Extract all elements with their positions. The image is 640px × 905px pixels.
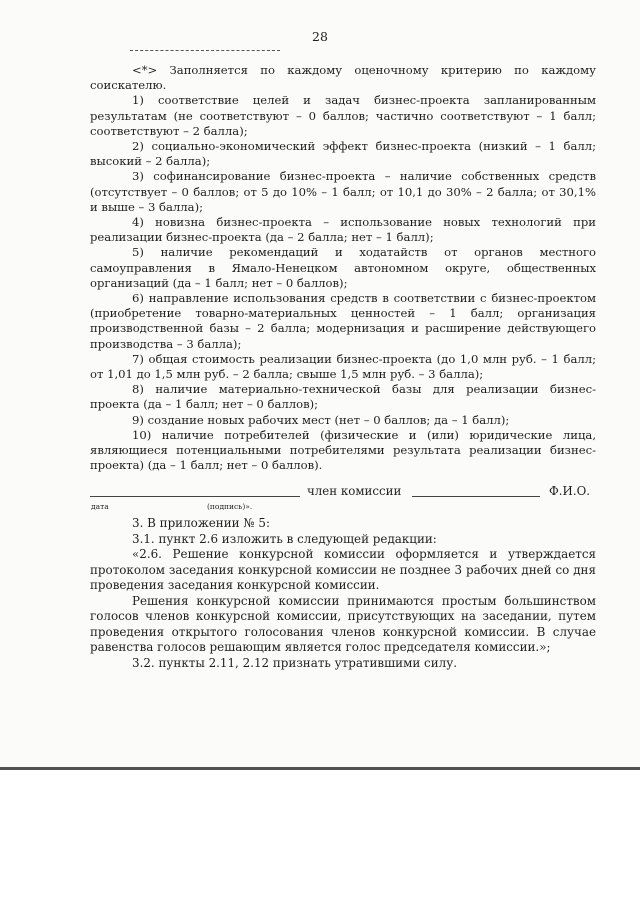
criterion-3: 3) софинансирование бизнес-проекта – наличие собственных средств (отсутствует – 0 баллов; от 5 до 10% – 1 балл; от 10,1 до 30% – 2 балла; от 30,1% и выше – 3 балла); bbox=[90, 169, 596, 214]
criterion-6: 6) направление использования средств в соответствии с бизнес-проектом (приобретение товарно-материальных ценностей – 1 балл; организация производственной базы – 2 балла; модернизация и расширение действующего производства – 3 балла); bbox=[90, 291, 596, 351]
criteria-section bbox=[90, 63, 596, 473]
signature-line bbox=[90, 496, 300, 497]
footnote-separator bbox=[130, 50, 280, 51]
footnote-intro: <*> Заполняется по каждому оценочному критерию по каждому соискателю. bbox=[90, 63, 596, 93]
criterion-8: 8) наличие материально-технической базы для реализации бизнес-проекта (да – 1 балл; нет – 0 баллов); bbox=[90, 382, 596, 412]
criterion-7: 7) общая стоимость реализации бизнес-проекта (до 1,0 млн руб. – 1 балл; от 1,01 до 1,5 млн руб. – 2 балла; свыше 1,5 млн руб. – 3 балла); bbox=[90, 351, 596, 382]
date-caption: дата bbox=[91, 502, 109, 511]
fio-label: Ф.И.О. bbox=[549, 484, 591, 498]
criterion-5: 5) наличие рекомендаций и ходатайств от органов местного самоуправления в Ямало-Ненецком автономном округе, общественных организаций (да – 1 балл; нет – 0 баллов); bbox=[90, 245, 596, 290]
criterion-10: 10) наличие потребителей (физические и (или) юридические лица, являющиеся потенциальными потребителями результата реализации бизнес-проекта) (да – 1 балл; нет – 0 баллов). bbox=[90, 427, 596, 473]
criterion-4: 4) новизна бизнес-проекта – использование новых технологий при реализации бизнес-проекта (да – 2 балла; нет – 1 балл); bbox=[90, 215, 596, 245]
criterion-2: 2) социально-экономический эффект бизнес-проекта (низкий – 1 балл; высокий – 2 балла); bbox=[90, 139, 596, 169]
amendment-3-1: 3.1. пункт 2.6 изложить в следующей редакции: bbox=[132, 531, 437, 546]
commission-member-label: член комиссии bbox=[307, 484, 402, 498]
page-number: 28 bbox=[312, 29, 328, 44]
amendment-decisions-text: Решения конкурсной комиссии принимаются простым большинством голосов членов конкурсной комиссии, присутствующих на заседании, путем проведения открытого голосования членов конкурсной комиссии. В случае равенства голосов решающим является голос председателя комиссии.»; bbox=[90, 593, 596, 654]
amendment-2-6-text: «2.6. Решение конкурсной комиссии оформляется и утверждается протоколом заседания конкурсной комиссии не позднее 3 рабочих дней со дня проведения заседания конкурсной комиссии. bbox=[90, 547, 596, 592]
signature-caption: (подпись)». bbox=[207, 502, 253, 511]
amendments-section bbox=[90, 516, 596, 671]
amendment-3-2: 3.2. пункты 2.11, 2.12 признать утратившими силу. bbox=[132, 655, 457, 670]
criterion-9: 9) создание новых рабочих мест (нет – 0 баллов; да – 1 балл); bbox=[132, 412, 510, 427]
member-name-line bbox=[412, 496, 540, 497]
criterion-1: 1) соответствие целей и задач бизнес-проекта запланированным результатам (не соответствуют – 0 баллов; частично соответствуют – 1 балл; соответствуют – 2 балла); bbox=[90, 93, 596, 138]
amendment-3-heading: 3. В приложении № 5: bbox=[132, 516, 270, 530]
